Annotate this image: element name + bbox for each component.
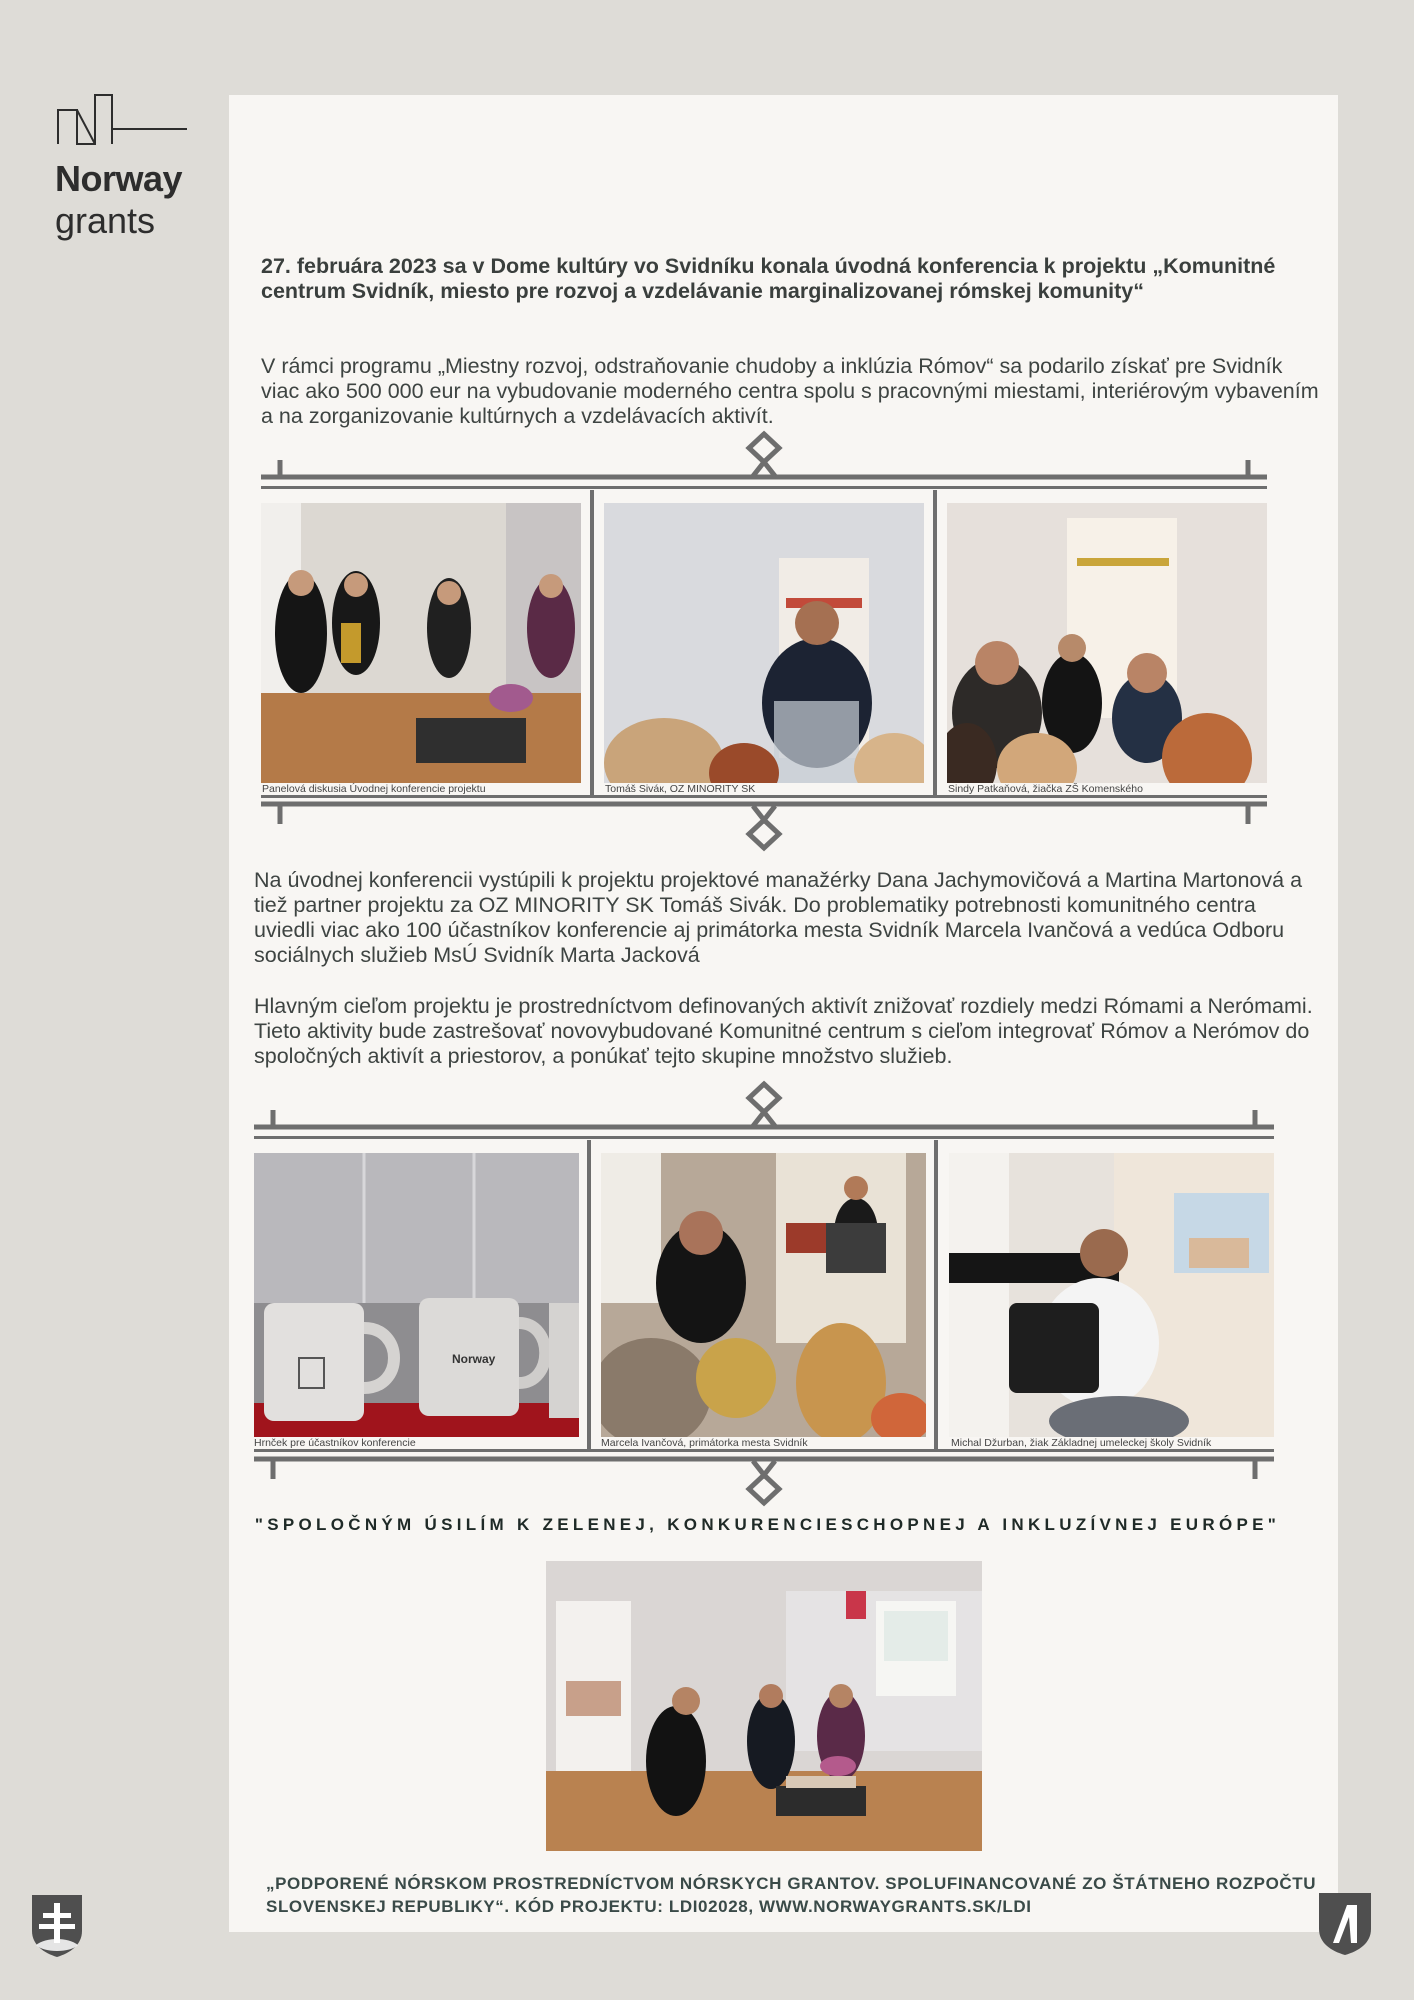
norway-grants-logo-icon bbox=[55, 92, 195, 152]
divider-line bbox=[261, 486, 1267, 489]
photo-caption: Tomáš Siváк, OZ MINORITY SK bbox=[605, 783, 756, 795]
photo-caption: Marcela Ivančová, primátorka mesta Svidník bbox=[601, 1437, 808, 1449]
gallery-separator bbox=[590, 490, 594, 796]
photo-conference-mugs bbox=[254, 1153, 579, 1437]
ornament-divider-bottom-1 bbox=[261, 800, 1267, 856]
photo-panel-discussion bbox=[261, 503, 581, 783]
gallery-separator bbox=[933, 490, 937, 796]
slovak-coat-of-arms-icon bbox=[30, 1893, 84, 1959]
divider-line bbox=[254, 1449, 1274, 1452]
footer-text: „PODPORENÉ NÓRSKOM PROSTREDNÍCTVOM NÓRSKYCH GRANTOV. SPOLUFINANCOVANÉ ZO ŠTÁTNEHO ROZPOČTU SLOVENSKEJ REPUBLIKY“. KÓD PROJEKTU: LDI02028, WWW.NORWAYGRANTS.SK/LDI bbox=[266, 1874, 1317, 1916]
speakers-paragraph: Na úvodnej konferencii vystúpili k projektu projektové manažérky Dana Jachymovičová a Martina Martonová a tiež partner projektu za OZ MINORITY SK Tomáš Sivák. Do problematiky potrebnosti komunitného centra uviedli viac ako 100 účastníkov konferencie aj primátorka mesta Svidník Marcela Ivančová a vedúca Odboru sociálnych služieb MsÚ Svidník Marta Jacková bbox=[254, 868, 1303, 967]
divider-line bbox=[261, 795, 1267, 798]
photo-student-dzurban bbox=[949, 1153, 1274, 1437]
goal-paragraph: Hlavným cieľom projektu je prostredníctvom definovaných aktivít znižovať rozdiely medzi Rómami a Nerómami. Tieto aktivity bude zastrešovať novovybudované Komunitné centrum s cieľom integrovať Rómov a Nerómov do spoločných aktivít a priestorov, a ponúkať tejto skupine množstvo služieb. bbox=[254, 994, 1313, 1068]
ornament-divider-top-2 bbox=[254, 1080, 1274, 1132]
photo-caption: Hrnček pre účastníkov konferencie bbox=[254, 1437, 416, 1449]
article-heading: 27. februára 2023 sa v Dome kultúry vo Svidníku konala úvodná konferencia k projektu „Komunitné centrum Svidník, miesto pre rozvoj a vzdelávanie marginalizovanej rómskej komunity“ bbox=[261, 254, 1276, 303]
photo-student-patkanova bbox=[947, 503, 1267, 783]
photo-caption: Panelová diskusia Úvodnej konferencie projektu bbox=[262, 783, 486, 795]
logo-text-norway: Norway bbox=[55, 158, 183, 199]
photo-speaker-sivak bbox=[604, 503, 924, 783]
photo-caption: Michal Džurban, žiak Základnej umeleckej školy Svidník bbox=[951, 1437, 1212, 1449]
divider-line bbox=[254, 1136, 1274, 1139]
ornament-divider-bottom-2 bbox=[254, 1455, 1274, 1511]
motto-text: "SPOLOČNÝM ÚSILÍM K ZELENEJ, KONKURENCIESCHOPNEJ A INKLUZÍVNEJ EURÓPE" bbox=[254, 1515, 1281, 1534]
photo-panel-wide bbox=[546, 1561, 982, 1851]
svg-text:Norway: Norway bbox=[452, 1352, 496, 1366]
ornament-divider-top-1 bbox=[261, 430, 1267, 482]
gallery-separator bbox=[934, 1140, 938, 1450]
photo-caption: Sindy Patkaňová, žiačka ZŠ Komenského bbox=[948, 783, 1143, 795]
logo-text-grants: grants bbox=[55, 200, 156, 241]
gallery-separator bbox=[587, 1140, 591, 1450]
photo-mayor-ivancova bbox=[601, 1153, 926, 1437]
svidnik-city-emblem-icon bbox=[1317, 1891, 1373, 1957]
intro-paragraph: V rámci programu „Miestny rozvoj, odstraňovanie chudoby a inklúzia Rómov“ sa podarilo získať pre Svidník viac ako 500 000 eur na vybudovanie moderného centra spolu s pracovnými miestami, interiérovým vybavením a na zorganizovanie kultúrnych a vzdelávacích aktivít. bbox=[261, 354, 1319, 428]
